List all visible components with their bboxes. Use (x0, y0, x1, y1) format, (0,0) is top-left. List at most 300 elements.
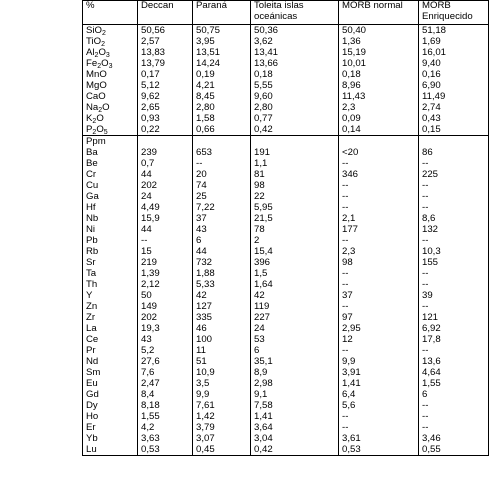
trace-value: -- (419, 422, 489, 433)
oxide-value: 5,55 (251, 80, 339, 91)
oxide-row (83, 102, 489, 113)
oxide-value: 0,22 (138, 124, 193, 136)
trace-row (83, 213, 489, 224)
trace-row (83, 202, 489, 213)
oxide-tail: O (96, 124, 104, 135)
trace-row (83, 235, 489, 246)
trace-row (83, 290, 489, 301)
element-label: Lu (83, 444, 138, 456)
ppm-row (83, 136, 489, 148)
oxide-subscript: 2 (98, 107, 103, 114)
trace-value: 1,39 (138, 268, 193, 279)
trace-value: 7,58 (251, 400, 339, 411)
trace-value: 8,18 (138, 400, 193, 411)
trace-value: 8,4 (138, 389, 193, 400)
trace-value: -- (339, 279, 419, 290)
trace-value: 6 (419, 389, 489, 400)
trace-value: 25 (193, 191, 251, 202)
trace-value: -- (419, 279, 489, 290)
geochem-table-container (82, 0, 488, 456)
oxide-value: 16,01 (419, 47, 489, 58)
oxide-row (83, 36, 489, 47)
trace-value: 15,9 (138, 213, 193, 224)
oxide-label (83, 36, 138, 47)
empty-cell (251, 136, 339, 148)
trace-value: 12 (339, 334, 419, 345)
element-label: Y (83, 290, 138, 301)
oxide-row (83, 58, 489, 69)
oxide-value: 4,21 (193, 80, 251, 91)
oxide-value: 2,57 (138, 36, 193, 47)
trace-value: 22 (251, 191, 339, 202)
trace-value: 50 (138, 290, 193, 301)
trace-row (83, 180, 489, 191)
trace-value: <20 (339, 147, 419, 158)
trace-value: 37 (339, 290, 419, 301)
trace-value: 8,6 (419, 213, 489, 224)
trace-value: -- (419, 158, 489, 169)
trace-value: 10,9 (193, 367, 251, 378)
trace-value: -- (419, 411, 489, 422)
trace-row (83, 356, 489, 367)
element-label: Ni (83, 224, 138, 235)
trace-row (83, 191, 489, 202)
trace-value: 0,55 (419, 444, 489, 456)
trace-value: 15,4 (251, 246, 339, 257)
trace-row (83, 411, 489, 422)
trace-value: -- (339, 180, 419, 191)
trace-value: 1,88 (193, 268, 251, 279)
element-label: La (83, 323, 138, 334)
oxide-value: 50,56 (138, 25, 193, 37)
trace-value: 121 (419, 312, 489, 323)
trace-value: 5,33 (193, 279, 251, 290)
trace-value: 239 (138, 147, 193, 158)
trace-row (83, 169, 489, 180)
element-label: Be (83, 158, 138, 169)
trace-value: 346 (339, 169, 419, 180)
oxide-value: 13,51 (193, 47, 251, 58)
trace-value: 24 (138, 191, 193, 202)
trace-row (83, 224, 489, 235)
trace-value: 9,9 (193, 389, 251, 400)
oxide-label (83, 25, 138, 37)
trace-value: 0,7 (138, 158, 193, 169)
trace-value: -- (193, 158, 251, 169)
trace-value: 9,1 (251, 389, 339, 400)
trace-value: 7,6 (138, 367, 193, 378)
oxide-value: 3,62 (251, 36, 339, 47)
trace-value: 1,41 (251, 411, 339, 422)
header-morb-normal: MORB normal (339, 1, 419, 25)
oxide-value: 11,49 (419, 91, 489, 102)
empty-cell (419, 136, 489, 148)
trace-value: 42 (193, 290, 251, 301)
header-deccan: Deccan (138, 1, 193, 25)
oxide-value: 15,19 (339, 47, 419, 58)
trace-value: 3,79 (193, 422, 251, 433)
oxide-value: 8,45 (193, 91, 251, 102)
element-label: Zr (83, 312, 138, 323)
element-label: Hf (83, 202, 138, 213)
trace-value: 53 (251, 334, 339, 345)
element-label: Sm (83, 367, 138, 378)
trace-value: 2 (251, 235, 339, 246)
trace-value: 35,1 (251, 356, 339, 367)
element-label: Pr (83, 345, 138, 356)
trace-value: -- (419, 235, 489, 246)
empty-cell (193, 136, 251, 148)
trace-value: 42 (251, 290, 339, 301)
trace-elements-section (83, 136, 489, 456)
trace-value: 227 (251, 312, 339, 323)
trace-value: 5,6 (339, 400, 419, 411)
oxide-label (83, 113, 138, 124)
oxide-value: 2,3 (339, 102, 419, 113)
oxide-value: 0,17 (138, 69, 193, 80)
trace-value: 78 (251, 224, 339, 235)
element-label: Sr (83, 257, 138, 268)
trace-value: 132 (419, 224, 489, 235)
trace-value: 6,4 (339, 389, 419, 400)
element-label: Ba (83, 147, 138, 158)
trace-row (83, 246, 489, 257)
trace-value: -- (138, 235, 193, 246)
oxide-symbol: K (86, 113, 93, 124)
trace-value: 119 (251, 301, 339, 312)
oxide-row (83, 113, 489, 124)
trace-value: 6 (193, 235, 251, 246)
trace-value: 3,04 (251, 433, 339, 444)
trace-row (83, 323, 489, 334)
trace-value: 653 (193, 147, 251, 158)
trace-row (83, 389, 489, 400)
oxide-subscript: 2 (92, 118, 97, 125)
trace-value: 335 (193, 312, 251, 323)
element-label: Th (83, 279, 138, 290)
trace-value: 155 (419, 257, 489, 268)
oxide-value: 0,15 (419, 124, 489, 136)
oxide-symbol: MnO (86, 69, 107, 80)
trace-value: -- (339, 422, 419, 433)
trace-value: 3,5 (193, 378, 251, 389)
oxide-label (83, 124, 138, 136)
trace-value: -- (419, 268, 489, 279)
trace-value: -- (419, 301, 489, 312)
element-label: Er (83, 422, 138, 433)
oxide-subscript: 2 (102, 30, 106, 37)
oxide-symbol: P (86, 124, 93, 135)
oxide-value: 0,19 (193, 69, 251, 80)
oxide-value: 0,18 (251, 69, 339, 80)
trace-value: 3,91 (339, 367, 419, 378)
trace-value: 8,9 (251, 367, 339, 378)
oxide-subscript: 2 (97, 63, 102, 70)
oxide-row (83, 69, 489, 80)
trace-value: 17,8 (419, 334, 489, 345)
trace-value: -- (419, 191, 489, 202)
oxide-subscript: 2 (92, 129, 97, 136)
oxide-tail-subscript: 5 (103, 129, 108, 136)
oxide-symbol: CaO (86, 91, 106, 102)
trace-value: 0,53 (138, 444, 193, 456)
trace-value: -- (339, 202, 419, 213)
oxide-tail: O (102, 102, 110, 113)
trace-value: 44 (138, 224, 193, 235)
element-label: Ta (83, 268, 138, 279)
oxide-value: 8,96 (339, 80, 419, 91)
trace-row (83, 334, 489, 345)
trace-value: 191 (251, 147, 339, 158)
trace-value: 6,92 (419, 323, 489, 334)
element-label: Gd (83, 389, 138, 400)
trace-value: 732 (193, 257, 251, 268)
trace-value: 3,63 (138, 433, 193, 444)
trace-value: 177 (339, 224, 419, 235)
trace-value: 98 (339, 257, 419, 268)
oxide-value: 2,80 (193, 102, 251, 113)
trace-value: 202 (138, 312, 193, 323)
trace-value: 0,53 (339, 444, 419, 456)
oxide-value: 14,24 (193, 58, 251, 69)
trace-value: 9,9 (339, 356, 419, 367)
oxide-value: 1,58 (193, 113, 251, 124)
basalt-composition-table (82, 0, 489, 456)
element-label: Nd (83, 356, 138, 367)
oxide-subscript: 2 (94, 52, 99, 59)
oxide-value: 6,90 (419, 80, 489, 91)
trace-row (83, 279, 489, 290)
header-row (83, 1, 489, 25)
oxide-symbol: MgO (86, 80, 107, 91)
oxide-value: 0,43 (419, 113, 489, 124)
trace-value: 2,3 (339, 246, 419, 257)
trace-row (83, 147, 489, 158)
trace-value: -- (339, 158, 419, 169)
oxide-value: 0,09 (339, 113, 419, 124)
oxide-value: 5,12 (138, 80, 193, 91)
trace-value: -- (339, 301, 419, 312)
trace-value: 4,2 (138, 422, 193, 433)
trace-value: 1,42 (193, 411, 251, 422)
oxide-value: 51,18 (419, 25, 489, 37)
trace-value: 43 (193, 224, 251, 235)
empty-cell (138, 136, 193, 148)
trace-value: -- (419, 345, 489, 356)
oxide-value: 0,66 (193, 124, 251, 136)
oxide-value: 2,74 (419, 102, 489, 113)
element-label: Zn (83, 301, 138, 312)
trace-value: 127 (193, 301, 251, 312)
trace-value: 81 (251, 169, 339, 180)
trace-value: 396 (251, 257, 339, 268)
oxide-value: 1,69 (419, 36, 489, 47)
trace-value: -- (339, 345, 419, 356)
oxide-value: 13,66 (251, 58, 339, 69)
oxide-label (83, 69, 138, 80)
trace-row (83, 367, 489, 378)
trace-row (83, 301, 489, 312)
element-label: Ho (83, 411, 138, 422)
trace-value: -- (339, 235, 419, 246)
oxide-symbol: Fe (86, 58, 98, 69)
trace-row (83, 257, 489, 268)
major-oxides-section (83, 25, 489, 136)
empty-cell (339, 136, 419, 148)
trace-value: 11 (193, 345, 251, 356)
oxide-value: 0,42 (251, 124, 339, 136)
oxide-value: 9,60 (251, 91, 339, 102)
oxide-value: 9,40 (419, 58, 489, 69)
trace-value: 46 (193, 323, 251, 334)
trace-value: 1,41 (339, 378, 419, 389)
oxide-value: 50,40 (339, 25, 419, 37)
trace-value: -- (419, 180, 489, 191)
trace-value: 1,55 (419, 378, 489, 389)
header-morb-enriched: MORB Enriquecido (419, 1, 489, 25)
trace-value: 202 (138, 180, 193, 191)
trace-row (83, 312, 489, 323)
element-label: Dy (83, 400, 138, 411)
trace-value: 149 (138, 301, 193, 312)
header-oib-tholeiite: Toleita islas oceánicas (251, 1, 339, 25)
element-label: Cu (83, 180, 138, 191)
trace-value: 3,64 (251, 422, 339, 433)
trace-row (83, 433, 489, 444)
oxide-value: 50,36 (251, 25, 339, 37)
oxide-label (83, 47, 138, 58)
oxide-row (83, 25, 489, 37)
oxide-symbol: Na (86, 102, 99, 113)
trace-value: 21,5 (251, 213, 339, 224)
oxide-value: 1,36 (339, 36, 419, 47)
trace-value: 1,1 (251, 158, 339, 169)
trace-value: 98 (251, 180, 339, 191)
oxide-label (83, 58, 138, 69)
element-label: Nb (83, 213, 138, 224)
oxide-value: 3,95 (193, 36, 251, 47)
oxide-value: 13,79 (138, 58, 193, 69)
trace-value: 27,6 (138, 356, 193, 367)
trace-value: 51 (193, 356, 251, 367)
trace-value: 3,61 (339, 433, 419, 444)
oxide-tail-subscript: 3 (108, 63, 113, 70)
trace-value: 6 (251, 345, 339, 356)
trace-row (83, 345, 489, 356)
oxide-row (83, 47, 489, 58)
trace-value: 1,64 (251, 279, 339, 290)
oxide-row (83, 124, 489, 136)
trace-value: 44 (193, 246, 251, 257)
oxide-value: 9,62 (138, 91, 193, 102)
trace-value: 4,64 (419, 367, 489, 378)
oxide-subscript: 2 (101, 41, 106, 48)
oxide-tail: O (98, 47, 106, 58)
trace-row (83, 268, 489, 279)
oxide-value: 0,77 (251, 113, 339, 124)
trace-value: -- (419, 400, 489, 411)
oxide-value: 0,18 (339, 69, 419, 80)
trace-value: 7,22 (193, 202, 251, 213)
trace-value: 4,49 (138, 202, 193, 213)
trace-value: 100 (193, 334, 251, 345)
trace-value: 86 (419, 147, 489, 158)
trace-value: 10,3 (419, 246, 489, 257)
trace-value: -- (339, 191, 419, 202)
oxide-value: 0,16 (419, 69, 489, 80)
trace-value: 2,12 (138, 279, 193, 290)
element-label: Ga (83, 191, 138, 202)
element-label: Ce (83, 334, 138, 345)
trace-value: 74 (193, 180, 251, 191)
oxide-row (83, 91, 489, 102)
element-label: Yb (83, 433, 138, 444)
trace-value: 5,95 (251, 202, 339, 213)
trace-value: 0,45 (193, 444, 251, 456)
trace-value: 2,95 (339, 323, 419, 334)
trace-value: 0,42 (251, 444, 339, 456)
oxide-label (83, 102, 138, 113)
oxide-value: 10,01 (339, 58, 419, 69)
element-label: Cr (83, 169, 138, 180)
header-percent: % (83, 1, 138, 25)
element-label: Rb (83, 246, 138, 257)
trace-value: -- (419, 202, 489, 213)
oxide-label (83, 80, 138, 91)
trace-value: 24 (251, 323, 339, 334)
trace-value: 39 (419, 290, 489, 301)
trace-value: 2,98 (251, 378, 339, 389)
trace-row (83, 158, 489, 169)
trace-value: -- (339, 411, 419, 422)
trace-row (83, 422, 489, 433)
oxide-symbol: Al (86, 47, 95, 58)
trace-value: 3,46 (419, 433, 489, 444)
oxide-label (83, 91, 138, 102)
element-label: Pb (83, 235, 138, 246)
trace-row (83, 400, 489, 411)
trace-value: 2,47 (138, 378, 193, 389)
trace-value: 20 (193, 169, 251, 180)
trace-value: 19,3 (138, 323, 193, 334)
header-parana: Paraná (193, 1, 251, 25)
trace-value: 1,5 (251, 268, 339, 279)
trace-value: 15 (138, 246, 193, 257)
oxide-value: 2,65 (138, 102, 193, 113)
oxide-tail: O (101, 58, 109, 69)
trace-value: 1,55 (138, 411, 193, 422)
oxide-value: 50,75 (193, 25, 251, 37)
trace-value: 219 (138, 257, 193, 268)
oxide-value: 0,14 (339, 124, 419, 136)
oxide-value: 0,93 (138, 113, 193, 124)
oxide-tail: O (96, 113, 104, 124)
oxide-symbol: SiO (86, 25, 102, 36)
trace-value: 97 (339, 312, 419, 323)
oxide-tail-subscript: 3 (105, 52, 110, 59)
ppm-label: Ppm (83, 136, 138, 148)
trace-value: -- (339, 268, 419, 279)
trace-value: 37 (193, 213, 251, 224)
element-label: Eu (83, 378, 138, 389)
oxide-value: 13,83 (138, 47, 193, 58)
oxide-symbol: TiO (86, 36, 102, 47)
trace-value: 13,6 (419, 356, 489, 367)
trace-value: 43 (138, 334, 193, 345)
oxide-row (83, 80, 489, 91)
trace-value: 2,1 (339, 213, 419, 224)
oxide-value: 2,80 (251, 102, 339, 113)
